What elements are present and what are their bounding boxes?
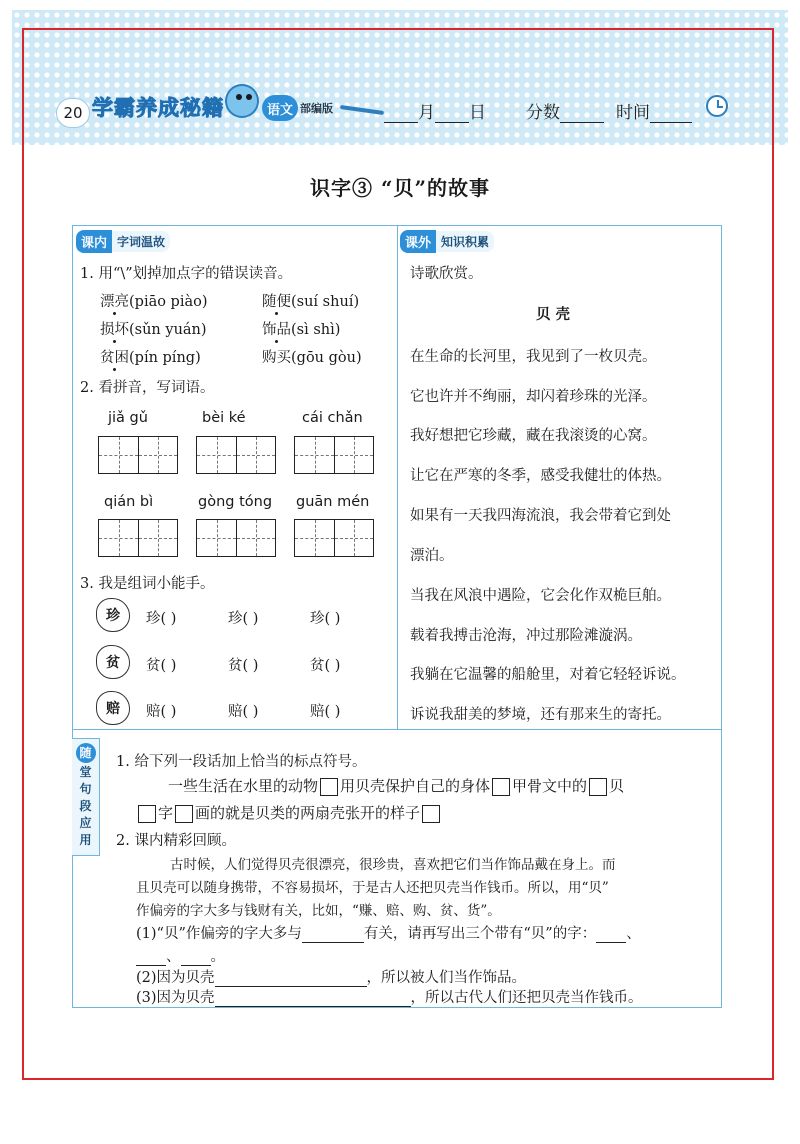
answer-blank[interactable] (215, 991, 411, 1007)
side-tab-char: 堂 (79, 765, 92, 779)
side-tab-char: 随 (76, 743, 96, 763)
tag-chip: 课外 (400, 230, 436, 253)
poem-line: 载着我搏击沧海，冲过那险滩漩涡。 (410, 628, 642, 644)
text-seg: ，所以被人们当作饰品。 (366, 970, 527, 986)
day-blank[interactable] (435, 105, 469, 123)
sub-question-1-cont (136, 945, 225, 966)
compound-blank[interactable]: 贫( ) (310, 658, 341, 674)
poem-line: 当我在风浪中遇险，它会化作双桅巨舶。 (410, 588, 671, 604)
clock-icon (706, 95, 728, 117)
punct-box[interactable] (138, 805, 156, 823)
q1-item (262, 290, 359, 311)
time-label: 时间 (616, 103, 650, 123)
word: 饰品 (262, 322, 291, 338)
poem-line: 在生命的长河里，我见到了一枚贝壳。 (410, 349, 657, 365)
writing-grid[interactable] (196, 436, 276, 474)
text-seg: (1)“贝”作偏旁的字大多与 (136, 926, 302, 942)
punct-box[interactable] (422, 805, 440, 823)
answer-blank[interactable] (596, 927, 626, 943)
punct-box[interactable] (589, 778, 607, 796)
text-seg: 。 (210, 949, 225, 965)
pinyin-options[interactable]: (suí shuí) (291, 294, 360, 310)
text-seg: 用贝壳保护自己的身体 (340, 777, 491, 795)
word: 贫困 (100, 350, 129, 366)
month-blank[interactable] (384, 105, 418, 123)
compound-blank[interactable]: 珍( ) (228, 611, 259, 627)
compound-blank[interactable]: 贫( ) (228, 658, 259, 674)
writing-grid[interactable] (294, 436, 374, 474)
right-panel-tag (400, 230, 494, 253)
side-tab-char: 段 (79, 799, 92, 813)
poem-line: 它也许并不绚丽，却闪着珍珠的光泽。 (410, 389, 657, 405)
writing-grid[interactable] (98, 519, 178, 557)
day-label: 日 (469, 103, 486, 123)
passage-line: 且贝壳可以随身携带，不容易损坏，于是古人还把贝壳当作钱币。所以，用“贝” (136, 880, 609, 896)
text-seg: (3)因为贝壳 (136, 990, 215, 1006)
score-label: 分数 (526, 103, 560, 123)
pinyin-label: bèi ké (202, 410, 246, 426)
sub-question-2 (136, 966, 526, 987)
b-q2-prompt: 2. 课内精彩回顾。 (116, 833, 236, 849)
side-tab-char: 应 (79, 816, 92, 830)
poem-line: 我躺在它温馨的船舱里，对着它轻轻诉说。 (410, 667, 686, 683)
poem-line: 让它在严寒的冬季，感受我健壮的体热。 (410, 468, 671, 484)
q1-item (262, 318, 340, 339)
side-tab (72, 738, 100, 856)
poem-intro: 诗歌欣赏。 (410, 266, 483, 282)
writing-grid[interactable] (98, 436, 178, 474)
poem-title: 贝 壳 (536, 306, 571, 323)
page-number: 20 (56, 98, 90, 128)
punct-box[interactable] (175, 805, 193, 823)
pinyin-label: gòng tóng (198, 494, 273, 510)
q1-item (262, 346, 362, 367)
mascot-icon (225, 84, 259, 118)
punctuation-line-2 (136, 802, 442, 823)
pinyin-label: jiǎ gǔ (108, 410, 148, 426)
char-badge: 赔 (96, 691, 130, 725)
answer-blank[interactable] (302, 927, 364, 943)
sub-question-1 (136, 922, 641, 943)
compound-blank[interactable]: 赔( ) (310, 704, 341, 720)
tag-label: 字词温故 (112, 231, 170, 252)
pinyin-options[interactable]: (gōu gòu) (291, 350, 362, 366)
word: 随便 (262, 294, 291, 310)
score-blank[interactable] (560, 105, 604, 123)
text-seg: 一些生活在水里的动物 (168, 777, 319, 795)
pinyin-label: qián bì (104, 494, 154, 510)
left-panel-tag (76, 230, 170, 253)
char-badge: 贫 (96, 645, 130, 679)
answer-blank[interactable] (136, 950, 166, 966)
pinyin-options[interactable]: (piāo piào) (129, 294, 208, 310)
passage-line: 古时候，人们觉得贝壳很漂亮，很珍贵，喜欢把它们当作饰品戴在身上。而 (170, 857, 616, 873)
punct-box[interactable] (320, 778, 338, 796)
compound-blank[interactable]: 珍( ) (146, 611, 177, 627)
word: 漂亮 (100, 294, 129, 310)
writing-grid[interactable] (294, 519, 374, 557)
q1-item (100, 318, 207, 339)
q2-prompt: 2. 看拼音，写词语。 (80, 380, 215, 396)
poem-line: 如果有一天我四海流浪，我会带着它到处 (410, 508, 671, 524)
tag-chip: 课内 (76, 230, 112, 253)
q3-prompt: 3. 我是组词小能手。 (80, 576, 215, 592)
tag-label: 知识积累 (436, 231, 494, 252)
month-label: 月 (418, 103, 435, 123)
punct-box[interactable] (492, 778, 510, 796)
word: 购买 (262, 350, 291, 366)
side-tab-char: 用 (79, 833, 92, 847)
compound-blank[interactable]: 珍( ) (310, 611, 341, 627)
pinyin-options[interactable]: (sì shì) (291, 322, 341, 338)
answer-blank[interactable] (215, 971, 367, 987)
answer-blank[interactable] (181, 950, 211, 966)
passage-line: 作偏旁的字大多与钱财有关，比如，“赚、赔、购、贫、货”。 (136, 903, 501, 919)
q1-item (100, 346, 201, 367)
char-badge: 珍 (96, 598, 130, 632)
text-seg: 画的就是贝类的两扇壳张开的样子 (195, 804, 421, 822)
text-seg: (2)因为贝壳 (136, 970, 215, 986)
edition-label: 部编版 (300, 102, 333, 115)
text-seg: 、 (626, 926, 641, 942)
text-seg: 贝 (609, 777, 625, 795)
compound-blank[interactable]: 赔( ) (146, 704, 177, 720)
pinyin-label: guān mén (296, 494, 370, 510)
side-tab-char: 句 (79, 782, 92, 796)
subject-badge: 语文 (262, 95, 298, 121)
compound-blank[interactable]: 贫( ) (146, 658, 177, 674)
text-seg: ，所以古代人们还把贝壳当作钱币。 (410, 990, 643, 1006)
q1-item (100, 290, 208, 311)
brand-logo: 学霸养成秘籍 (92, 96, 224, 120)
text-seg: 、 (166, 949, 181, 965)
text-seg: 字 (158, 804, 174, 822)
text-seg: 有关，请再写出三个带有“贝”的字： (363, 926, 597, 942)
poem-line: 诉说我甜美的梦境，还有那来生的寄托。 (410, 707, 671, 723)
pinyin-options[interactable]: (pín píng) (129, 350, 201, 366)
word: 损坏 (100, 322, 129, 338)
poem-line: 漂泊。 (410, 548, 454, 564)
punctuation-line-1 (168, 775, 624, 796)
compound-blank[interactable]: 赔( ) (228, 704, 259, 720)
b-q1-prompt: 1. 给下列一段话加上恰当的标点符号。 (116, 754, 367, 770)
poem-line: 我好想把它珍藏，藏在我滚烫的心窝。 (410, 428, 657, 444)
writing-grid[interactable] (196, 519, 276, 557)
text-seg: 甲骨文中的 (512, 777, 588, 795)
q1-prompt: 1. 用“\”划掉加点字的错误读音。 (80, 266, 293, 282)
sub-question-3 (136, 986, 643, 1007)
pinyin-label: cái chǎn (302, 410, 363, 426)
date-score-fields (384, 98, 692, 123)
lesson-title: 识字③ “贝”的故事 (310, 176, 490, 200)
pinyin-options[interactable]: (sǔn yuán) (129, 322, 207, 338)
time-blank[interactable] (650, 105, 692, 123)
